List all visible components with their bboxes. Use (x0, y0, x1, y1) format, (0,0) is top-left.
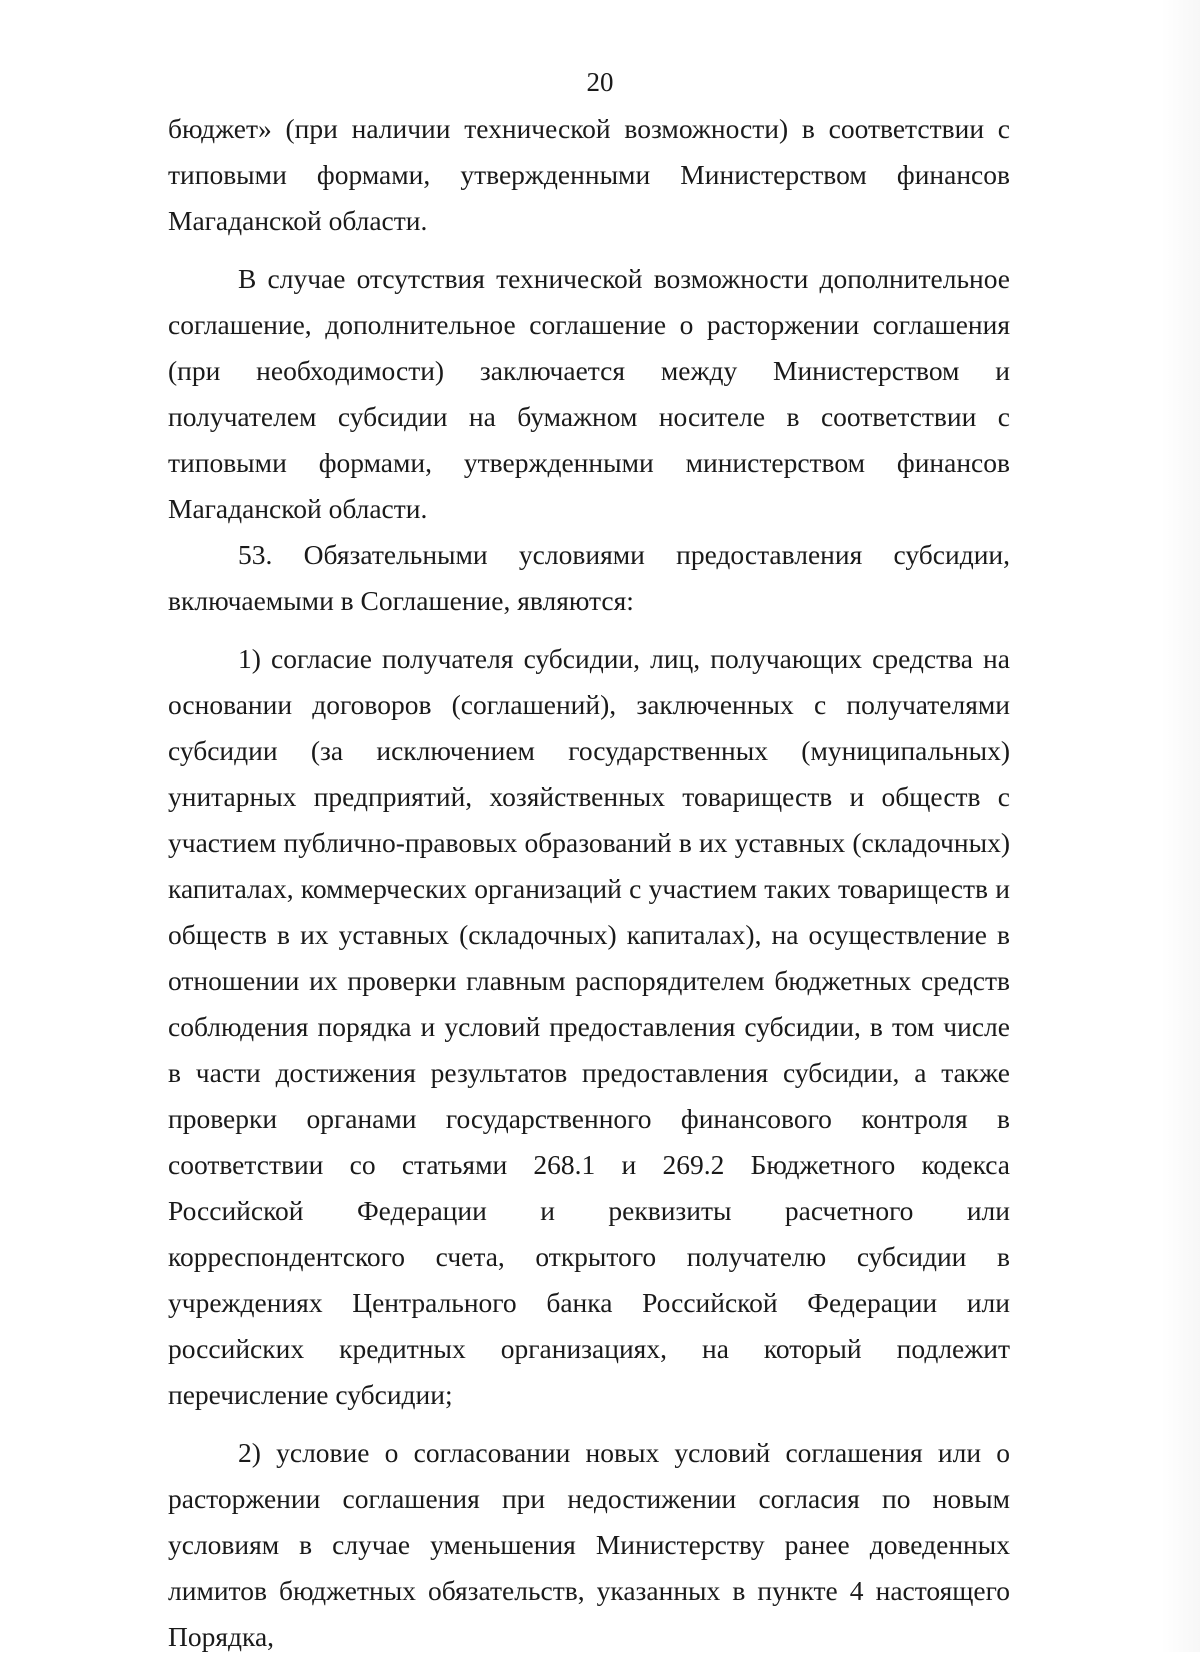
paragraph-continuation: бюджет» (при наличии технической возможности) в соответствии с типовыми формами, утвержденными Министерством финансов Магаданской области. (168, 113, 1010, 236)
paragraph-53-mandatory-conditions: 53. Обязательными условиями предоставления субсидии, включаемыми в Соглашение, являются: (168, 539, 1010, 616)
page-number: 20 (586, 67, 614, 97)
document-body (168, 106, 1010, 1660)
scan-edge-shade (1160, 0, 1200, 1652)
paragraph-condition-1-consent: 1) согласие получателя субсидии, лиц, получающих средства на основании договоров (соглашений), заключенных с получателями субсидии (за исключением государственных (муниципальных) унитарных предприятий, хозяйственных товариществ и обществ с участием публично-правовых образований в их уставных (складочных) капиталах, коммерческих организаций с участием таких товариществ и обществ в их уставных (складочных) капиталах), на осуществление в отношении их проверки главным распорядителем бюджетных средств соблюдения порядка и условий предоставления субсидии, в том числе в части достижения результатов предоставления субсидии, а также проверки органами государственного финансового контроля в соответствии со статьями 268.1 и 269.2 Бюджетного кодекса Российской Федерации и реквизиты расчетного или корреспондентского счета, открытого получателю субсидии в учреждениях Центрального банка Российской Федерации или российских кредитных организациях, на который подлежит перечисление субсидии; (168, 643, 1010, 1410)
paragraph-condition-2-agreement: 2) условие о согласовании новых условий соглашения или о расторжении соглашения при недостижении согласия по новым условиям в случае уменьшения Министерству ранее доведенных лимитов бюджетных обязательств, указанных в пункте 4 настоящего Порядка, (168, 1437, 1010, 1652)
paragraph-no-technical-possibility: В случае отсутствия технической возможности дополнительное соглашение, дополнительное соглашение о расторжении соглашения (при необходимости) заключается между Министерством и получателем субсидии на бумажном носителе в соответствии с типовыми формами, утвержденными министерством финансов Магаданской области. (168, 263, 1010, 524)
